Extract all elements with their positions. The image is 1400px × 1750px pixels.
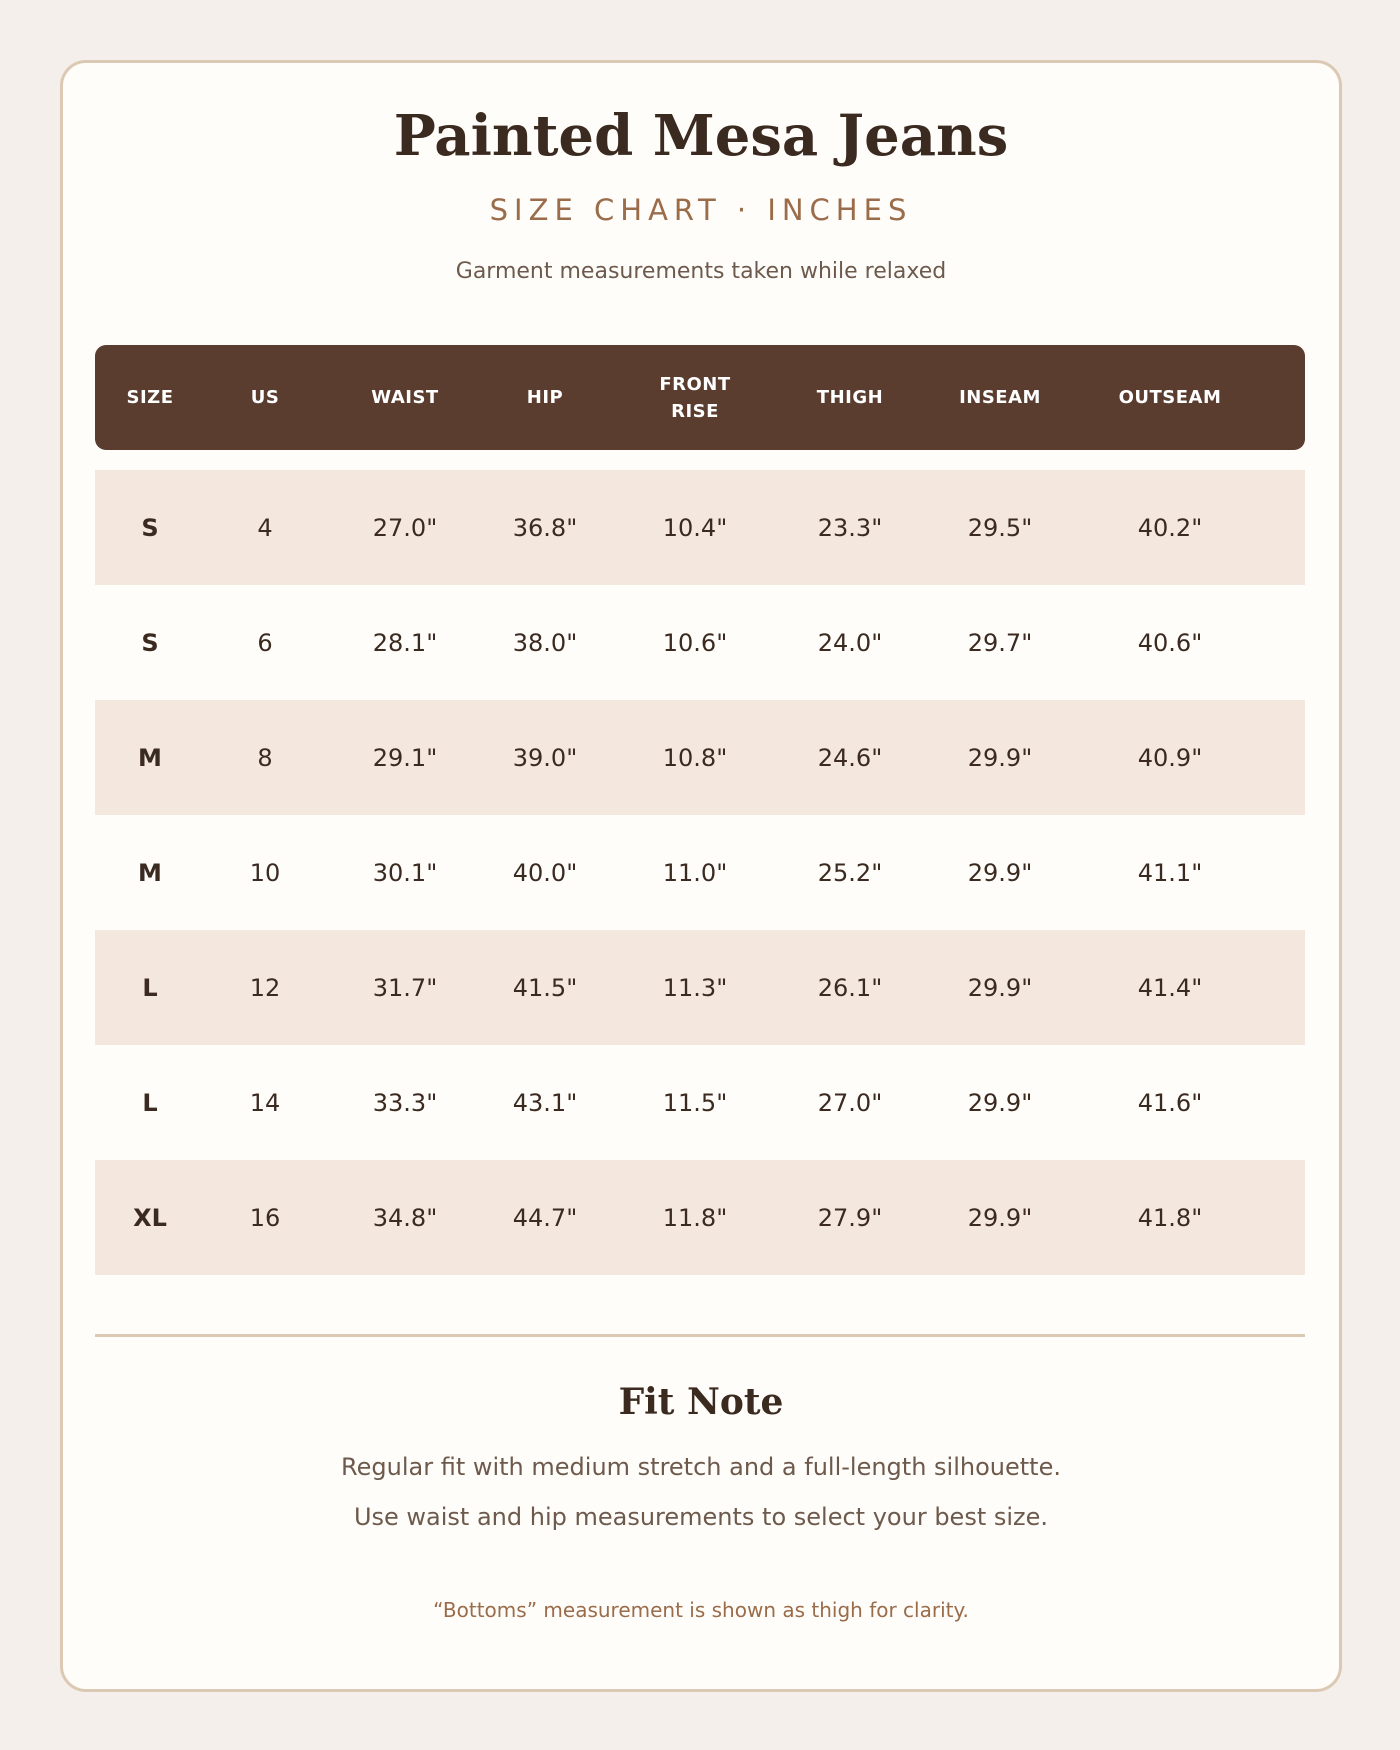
cell-waist: 31.7" [372,973,438,1002]
cell-outseam: 40.2" [1137,513,1203,542]
cell-hip: 41.5" [512,973,578,1002]
table-row [95,1160,1305,1275]
cell-thigh: 25.2" [817,858,883,887]
column-header-us: US [250,387,280,408]
table-row [95,585,1305,700]
cell-front-rise: 11.5" [662,1088,728,1117]
cell-hip: 39.0" [512,743,578,772]
cell-outseam: 41.8" [1137,1203,1203,1232]
cell-hip: 44.7" [512,1203,578,1232]
cell-waist: 29.1" [372,743,438,772]
cell-us: 8 [257,743,273,772]
table-header [95,345,1305,450]
cell-hip: 43.1" [512,1088,578,1117]
cell-size: M [138,858,162,887]
cell-front-rise: 10.6" [662,628,728,657]
page-subtitle: SIZE CHART · INCHES [489,193,913,227]
cell-inseam: 29.9" [967,743,1033,772]
measurement-caption: Garment measurements taken while relaxed [455,259,947,284]
column-header-thigh: THIGH [816,387,884,408]
fit-note-line-1: Regular fit with medium stretch and a full-length silhouette. [341,1453,1061,1481]
table-body [95,470,1305,1275]
fit-note-title: Fit Note [618,1381,784,1423]
cell-us: 16 [249,1203,281,1232]
column-header-front-rise: FRONT RISE [659,373,731,422]
cell-size: S [141,628,159,657]
cell-front-rise: 11.0" [662,858,728,887]
cell-outseam: 40.9" [1137,743,1203,772]
cell-thigh: 26.1" [817,973,883,1002]
cell-us: 6 [257,628,273,657]
column-header-size: SIZE [126,387,174,408]
cell-hip: 40.0" [512,858,578,887]
size-table [95,345,1305,1275]
cell-size: L [142,1088,158,1117]
cell-size: XL [133,1203,167,1232]
cell-thigh: 23.3" [817,513,883,542]
cell-waist: 30.1" [372,858,438,887]
cell-inseam: 29.9" [967,1203,1033,1232]
cell-waist: 34.8" [372,1203,438,1232]
cell-inseam: 29.5" [967,513,1033,542]
cell-us: 4 [257,513,273,542]
cell-front-rise: 10.8" [662,743,728,772]
column-header-inseam: INSEAM [959,387,1041,408]
size-chart-card [60,60,1342,1692]
cell-outseam: 41.1" [1137,858,1203,887]
footnote: “Bottoms” measurement is shown as thigh for clarity. [433,1598,969,1622]
table-row [95,930,1305,1045]
cell-thigh: 27.0" [817,1088,883,1117]
cell-thigh: 24.0" [817,628,883,657]
cell-thigh: 27.9" [817,1203,883,1232]
cell-outseam: 41.6" [1137,1088,1203,1117]
table-row [95,815,1305,930]
cell-us: 10 [249,858,281,887]
cell-inseam: 29.9" [967,973,1033,1002]
column-header-outseam: OUTSEAM [1118,387,1222,408]
cell-thigh: 24.6" [817,743,883,772]
cell-waist: 33.3" [372,1088,438,1117]
section-divider [95,1334,1305,1337]
fit-note-line-2: Use waist and hip measurements to select your best size. [353,1503,1049,1531]
cell-inseam: 29.7" [967,628,1033,657]
cell-size: L [142,973,158,1002]
cell-size: M [138,743,162,772]
cell-hip: 38.0" [512,628,578,657]
cell-front-rise: 11.8" [662,1203,728,1232]
cell-size: S [141,513,159,542]
page-title: Painted Mesa Jeans [393,103,1009,169]
column-header-waist: WAIST [371,387,439,408]
cell-hip: 36.8" [512,513,578,542]
table-row [95,1045,1305,1160]
cell-waist: 28.1" [372,628,438,657]
cell-us: 14 [249,1088,281,1117]
cell-front-rise: 11.3" [662,973,728,1002]
cell-outseam: 41.4" [1137,973,1203,1002]
table-row [95,700,1305,815]
cell-waist: 27.0" [372,513,438,542]
cell-outseam: 40.6" [1137,628,1203,657]
cell-inseam: 29.9" [967,858,1033,887]
cell-inseam: 29.9" [967,1088,1033,1117]
cell-us: 12 [249,973,281,1002]
cell-front-rise: 10.4" [662,513,728,542]
table-row [95,470,1305,585]
column-header-hip: HIP [526,387,564,408]
